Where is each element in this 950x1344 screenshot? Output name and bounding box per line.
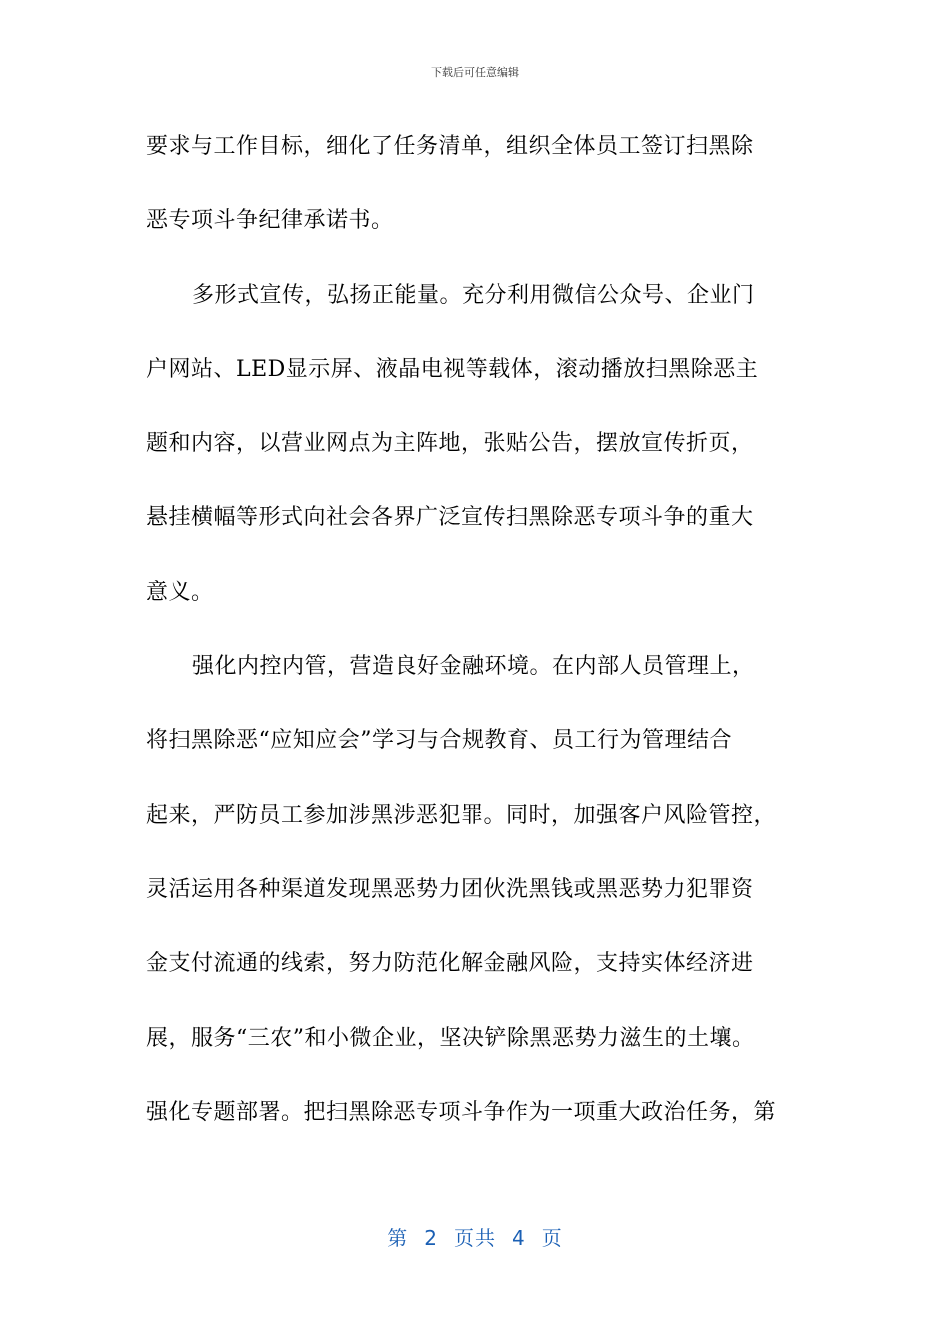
text-line-14: 强化专题部署。把扫黑除恶专项斗争作为一项重大政治任务，第 [146,1099,777,1125]
text-line-5: 题和内容，以营业网点为主阵地，张贴公告，摆放宣传折页， [146,431,754,457]
text-line-12: 金支付流通的线索，努力防范化解金融风险，支持实体经济进 [146,951,754,977]
footer-prefix: 第 [387,1226,409,1250]
footer-current-page: 2 [424,1226,438,1250]
page-footer [0,1225,950,1251]
text-line-2: 恶专项斗争纪律承诺书。 [146,208,394,234]
text-line-8: 强化内控内管，营造良好金融环境。在内部人员管理上， [192,654,755,680]
text-line-1: 要求与工作目标，细化了任务清单，组织全体员工签订扫黑除 [146,134,754,159]
text-line-3: 多形式宣传，弘扬正能量。充分利用微信公众号、企业门 [192,282,755,308]
text-line-6: 悬挂横幅等形式向社会各界广泛宣传扫黑除恶专项斗争的重大 [146,505,754,531]
text-line-11: 灵活运用各种渠道发现黑恶势力团伙洗黑钱或黑恶势力犯罪资 [146,876,754,902]
footer-total-pages: 4 [512,1226,526,1250]
text-line-9: 将扫黑除恶“应知应会”学习与合规教育、员工行为管理结合 [146,728,732,754]
footer-suffix: 页 [541,1226,563,1250]
text-line-13: 展，服务“三农”和小微企业，坚决铲除黑恶势力滋生的土壤。 [146,1025,755,1051]
footer-middle: 页共 [454,1226,496,1250]
text-line-4: 户网站、LED显示屏、液晶电视等载体，滚动播放扫黑除恶主 [146,356,759,382]
page-header-note: 下载后可任意编辑 [431,66,519,79]
document-body [146,121,806,1161]
text-line-7: 意义。 [146,579,214,605]
text-line-10: 起来，严防员工参加涉黑涉恶犯罪。同时，加强客户风险管控， [146,802,777,828]
